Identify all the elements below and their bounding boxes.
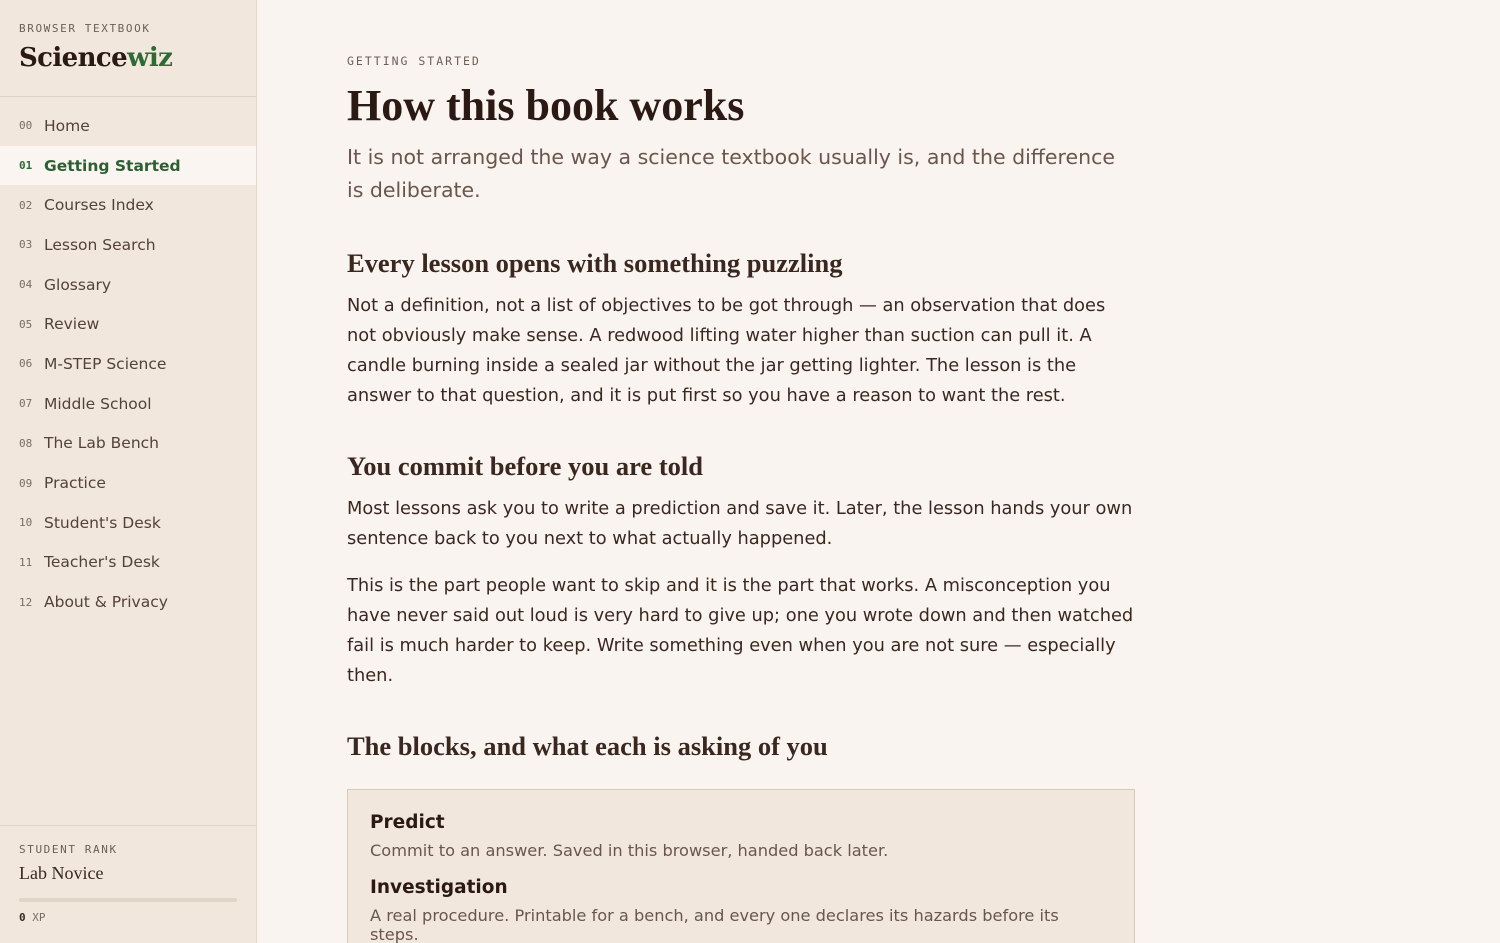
nav-item-number: 07 bbox=[19, 397, 33, 411]
nav-item-label: About & Privacy bbox=[44, 593, 168, 612]
nav-item-practice[interactable] bbox=[0, 463, 256, 503]
nav-item-number: 11 bbox=[19, 555, 33, 569]
xp-readout bbox=[19, 911, 237, 924]
block-title: Predict bbox=[370, 812, 445, 833]
section-paragraph: This is the part people want to skip and it is the part that works. A misconception you have never said out loud is very hard to give up; one you wrote down and then watched fail is much harder to keep. Write something even when you are not sure — especially then. bbox=[347, 575, 1134, 686]
nav-item-number: 09 bbox=[19, 476, 33, 490]
nav-item-number: 01 bbox=[19, 159, 33, 173]
section-heading-commit: You commit before you are told bbox=[347, 451, 703, 481]
nav-item-number: 08 bbox=[19, 436, 33, 450]
nav-item-label: Home bbox=[44, 116, 90, 135]
section-paragraph: Not a definition, not a list of objectives to be got through — an observation that does not obviously make sense. A redwood lifting water higher than suction can pull it. A candle burning inside a sealed jar without the jar getting lighter. The lesson is the answer to that question, and it is put first so you have a reason to want the rest. bbox=[347, 295, 1106, 406]
nav-item-lesson-search[interactable] bbox=[0, 225, 256, 265]
section-heading-puzzling: Every lesson opens with something puzzling bbox=[347, 248, 843, 278]
brand-name-main: Science bbox=[19, 43, 128, 73]
xp-unit: XP bbox=[32, 911, 46, 924]
nav-item-label: Practice bbox=[44, 474, 106, 493]
nav-item-teachers-desk[interactable] bbox=[0, 543, 256, 583]
xp-progress-bar bbox=[19, 898, 237, 902]
nav-item-courses-index[interactable] bbox=[0, 185, 256, 225]
block-title: Investigation bbox=[370, 877, 508, 898]
student-rank-panel bbox=[0, 825, 256, 943]
block-description: A real procedure. Printable for a bench, and every one declares its hazards before its steps. bbox=[370, 906, 1059, 943]
nav-item-getting-started[interactable] bbox=[0, 146, 256, 186]
page-eyebrow: GETTING STARTED bbox=[347, 54, 481, 68]
nav-item-number: 02 bbox=[19, 198, 33, 212]
nav-item-label: Lesson Search bbox=[44, 235, 156, 254]
nav-item-review[interactable] bbox=[0, 304, 256, 344]
nav-item-about-privacy[interactable] bbox=[0, 582, 256, 622]
nav-item-label: Review bbox=[44, 315, 100, 334]
nav-item-label: M-STEP Science bbox=[44, 354, 167, 373]
section-paragraph: Most lessons ask you to write a prediction and save it. Later, the lesson hands your own sentence back to you next to what actually happened. bbox=[347, 498, 1133, 549]
nav-item-number: 05 bbox=[19, 317, 33, 331]
nav-item-students-desk[interactable] bbox=[0, 503, 256, 543]
nav-item-number: 12 bbox=[19, 595, 33, 609]
nav-item-number: 04 bbox=[19, 278, 33, 292]
nav-item-home[interactable] bbox=[0, 106, 256, 146]
nav-item-label: Teacher's Desk bbox=[44, 553, 160, 572]
nav-item-middle-school[interactable] bbox=[0, 384, 256, 424]
brand-logo[interactable] bbox=[19, 43, 237, 73]
rank-name: Lab Novice bbox=[19, 863, 104, 883]
nav-item-label: Student's Desk bbox=[44, 513, 161, 532]
nav-item-glossary[interactable] bbox=[0, 265, 256, 305]
nav-item-label: Glossary bbox=[44, 275, 111, 294]
nav-item-number: 00 bbox=[19, 119, 33, 133]
brand-name-accent: wiz bbox=[127, 43, 173, 73]
nav-item-m-step-science[interactable] bbox=[0, 344, 256, 384]
nav-item-lab-bench[interactable] bbox=[0, 424, 256, 464]
nav-item-number: 06 bbox=[19, 357, 33, 371]
nav-item-number: 03 bbox=[19, 238, 33, 252]
brand bbox=[0, 0, 256, 97]
block-investigation bbox=[370, 877, 1112, 943]
block-predict bbox=[370, 812, 1112, 860]
nav-item-label: Getting Started bbox=[44, 156, 181, 175]
xp-value: 0 bbox=[19, 911, 26, 924]
nav-item-label: The Lab Bench bbox=[44, 434, 159, 453]
section-heading-blocks: The blocks, and what each is asking of you bbox=[347, 731, 828, 761]
sidebar bbox=[0, 0, 257, 943]
nav-item-number: 10 bbox=[19, 516, 33, 530]
page-lede: It is not arranged the way a science textbook usually is, and the difference is deliberate. bbox=[347, 145, 1115, 202]
nav-item-label: Middle School bbox=[44, 394, 152, 413]
page-title: How this book works bbox=[347, 81, 745, 130]
brand-eyebrow: BROWSER TEXTBOOK bbox=[19, 22, 151, 35]
rank-eyebrow: STUDENT RANK bbox=[19, 843, 118, 856]
block-description: Commit to an answer. Saved in this browser, handed back later. bbox=[370, 841, 889, 860]
blocks-card bbox=[347, 789, 1135, 943]
sidebar-nav bbox=[0, 106, 256, 622]
nav-item-label: Courses Index bbox=[44, 196, 154, 215]
